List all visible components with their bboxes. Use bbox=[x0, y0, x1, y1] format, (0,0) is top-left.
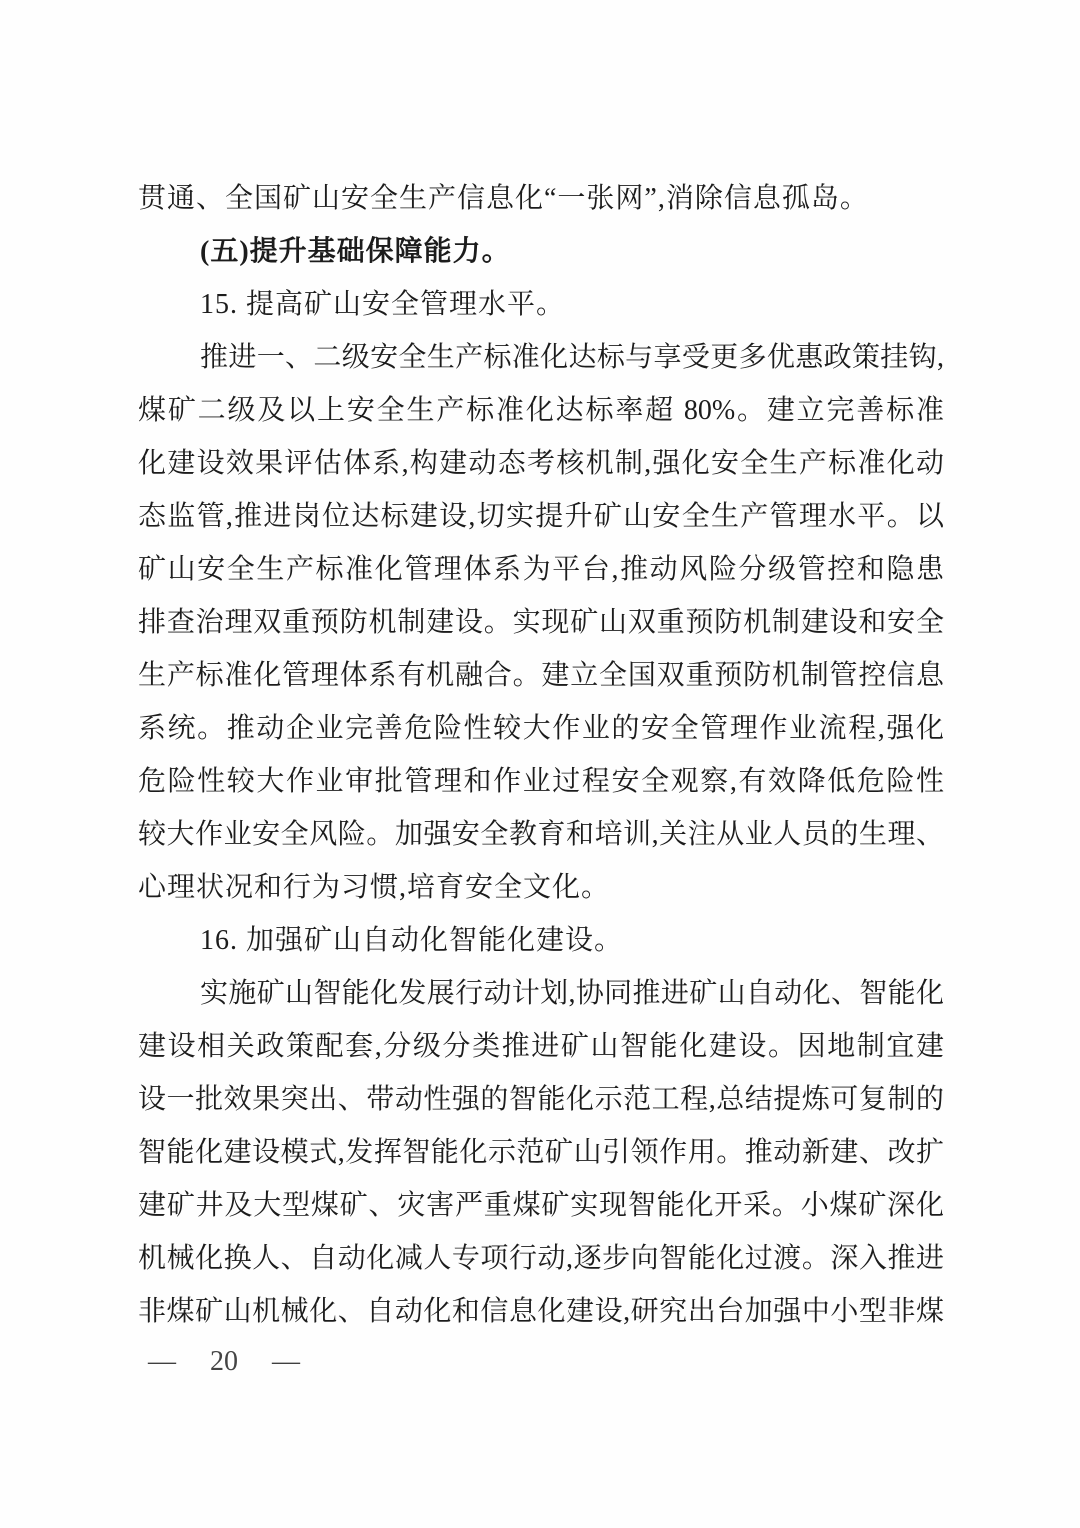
text-line: (五)提升基础保障能力。 bbox=[200, 236, 511, 267]
document-body bbox=[138, 172, 944, 1338]
text-line: 设一批效果突出、带动性强的智能化示范工程,总结提炼可复制的 bbox=[138, 1084, 944, 1115]
text-line: 推进一、二级安全生产标准化达标与享受更多优惠政策挂钩, bbox=[200, 342, 944, 373]
text-line: 态监管,推进岗位达标建设,切实提升矿山安全生产管理水平。以 bbox=[138, 501, 944, 532]
text-line: 15. 提高矿山安全管理水平。 bbox=[200, 289, 566, 320]
text-line: 建设相关政策配套,分级分类推进矿山智能化建设。因地制宜建 bbox=[138, 1031, 944, 1062]
text-line: 较大作业安全风险。加强安全教育和培训,关注从业人员的生理、 bbox=[138, 819, 944, 850]
text-line: 非煤矿山机械化、自动化和信息化建设,研究出台加强中小型非煤 bbox=[138, 1296, 944, 1327]
footer-dash-right: — bbox=[272, 1346, 300, 1377]
text-line: 机械化换人、自动化减人专项行动,逐步向智能化过渡。深入推进 bbox=[138, 1243, 944, 1274]
text-line: 化建设效果评估体系,构建动态考核机制,强化安全生产标准化动 bbox=[138, 448, 944, 479]
text-line: 实施矿山智能化发展行动计划,协同推进矿山自动化、智能化 bbox=[200, 978, 944, 1009]
text-line: 系统。推动企业完善危险性较大作业的安全管理作业流程,强化 bbox=[138, 713, 944, 744]
text-line: 智能化建设模式,发挥智能化示范矿山引领作用。推动新建、改扩 bbox=[138, 1137, 944, 1168]
text-line: 心理状况和行为习惯,培育安全文化。 bbox=[138, 872, 611, 903]
text-line: 贯通、全国矿山安全生产信息化“一张网”,消除信息孤岛。 bbox=[138, 183, 869, 214]
text-line: 矿山安全生产标准化管理体系为平台,推动风险分级管控和隐患 bbox=[138, 554, 944, 585]
page-footer bbox=[148, 1346, 300, 1378]
footer-dash-left: — bbox=[148, 1346, 176, 1377]
text-line: 建矿井及大型煤矿、灾害严重煤矿实现智能化开采。小煤矿深化 bbox=[138, 1190, 944, 1221]
page-number: 20 bbox=[210, 1346, 238, 1377]
text-line: 生产标准化管理体系有机融合。建立全国双重预防机制管控信息 bbox=[138, 660, 944, 691]
text-line: 16. 加强矿山自动化智能化建设。 bbox=[200, 925, 624, 956]
text-line: 煤矿二级及以上安全生产标准化达标率超 80%。建立完善标准 bbox=[138, 395, 944, 426]
text-line: 排查治理双重预防机制建设。实现矿山双重预防机制建设和安全 bbox=[138, 607, 944, 638]
text-line: 危险性较大作业审批管理和作业过程安全观察,有效降低危险性 bbox=[138, 766, 944, 797]
